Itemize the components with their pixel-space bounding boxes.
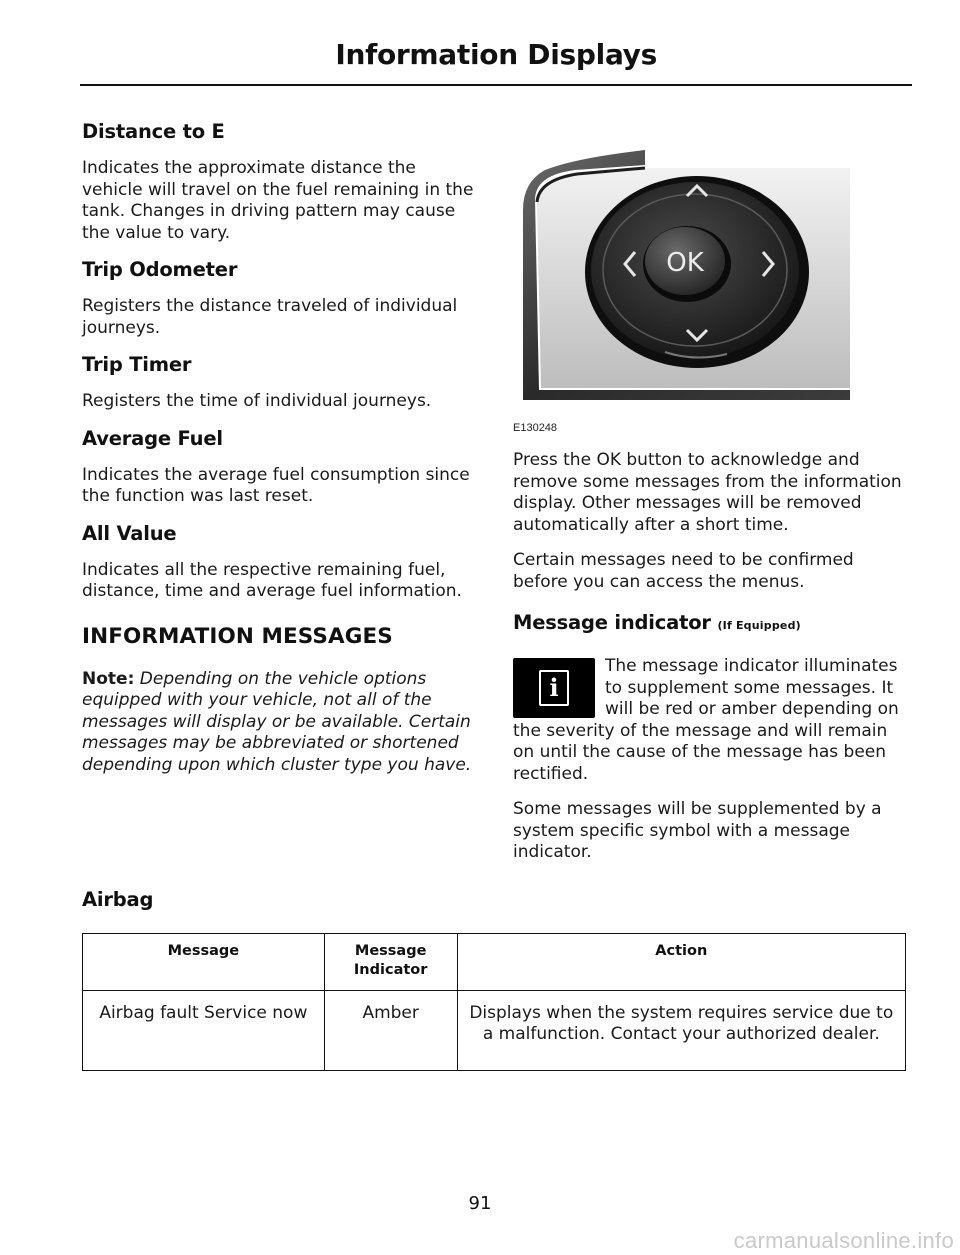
section-text: Registers the time of individual journeys.	[82, 391, 432, 411]
page-title: Information Displays	[335, 38, 657, 71]
section-heading: Distance to E	[82, 120, 225, 143]
airbag-message-table	[82, 933, 906, 1071]
column-header-indicator: Message Indicator	[324, 934, 457, 991]
section-text: Registers the distance traveled of individual journeys.	[82, 296, 458, 338]
note-label: Note:	[82, 668, 135, 689]
ok-button-paragraph: Press the OK button to acknowledge and remove some messages from the information display. Other messages will be removed automatically after a short time.	[513, 450, 902, 535]
header-rule	[80, 84, 912, 86]
airbag-heading: Airbag	[82, 888, 154, 911]
page-number: 91	[468, 1193, 492, 1214]
message-indicator-block	[513, 656, 909, 799]
info-i-icon: i	[549, 673, 559, 702]
left-column	[82, 120, 477, 790]
message-indicator-heading	[513, 611, 909, 638]
cell-message: Airbag fault Service now	[83, 991, 325, 1071]
table-header-row	[83, 934, 906, 991]
steering-control-svg	[515, 140, 855, 410]
table-row	[83, 991, 906, 1071]
section-heading: All Value	[82, 521, 177, 545]
section-heading: Average Fuel	[82, 426, 223, 450]
indicator-paragraph: The message indicator illuminates to supplement some messages. It will be red or amber depending on the severity of the message and will remain on until the cause of the message has been rectified.	[513, 656, 899, 784]
confirm-paragraph: Certain messages need to be confirmed before you can access the menus.	[513, 550, 854, 592]
if-equipped-qualifier: (If Equipped)	[717, 619, 801, 632]
message-indicator-heading-text: Message indicator	[513, 611, 711, 634]
steering-wheel-ok-button-illustration	[515, 140, 855, 410]
symbol-paragraph: Some messages will be supplemented by a system specific symbol with a message indicator.	[513, 799, 882, 862]
watermark: carmanualsonline.info	[733, 1228, 954, 1253]
message-indicator-icon	[513, 658, 595, 718]
section-text: Indicates the average fuel consumption since the function was last reset.	[82, 464, 470, 506]
cell-indicator: Amber	[324, 991, 457, 1071]
right-column	[513, 120, 909, 878]
section-text: Indicates the approximate distance the vehicle will travel on the fuel remaining in the tank. Changes in driving pattern may cause the value to vary.	[82, 158, 474, 243]
information-messages-heading: INFORMATION MESSAGES	[82, 623, 393, 649]
note-paragraph	[82, 669, 477, 777]
ok-button-label: OK	[666, 248, 704, 278]
section-heading: Trip Timer	[82, 353, 192, 376]
section-heading: Trip Odometer	[82, 258, 238, 281]
section-text: Indicates all the respective remaining fuel, distance, time and average fuel information.	[82, 559, 462, 601]
cell-action: Displays when the system requires service due to a malfunction. Contact your authorized dealer.	[457, 991, 905, 1071]
figure-code: E130248	[513, 422, 558, 434]
note-text: Depending on the vehicle options equipped with your vehicle, not all of the messages will display or be available. Certain messages may be abbreviated or shortened depending upon which cluster type you have.	[82, 668, 472, 775]
column-header-action: Action	[457, 934, 905, 991]
column-header-message: Message	[83, 934, 325, 991]
